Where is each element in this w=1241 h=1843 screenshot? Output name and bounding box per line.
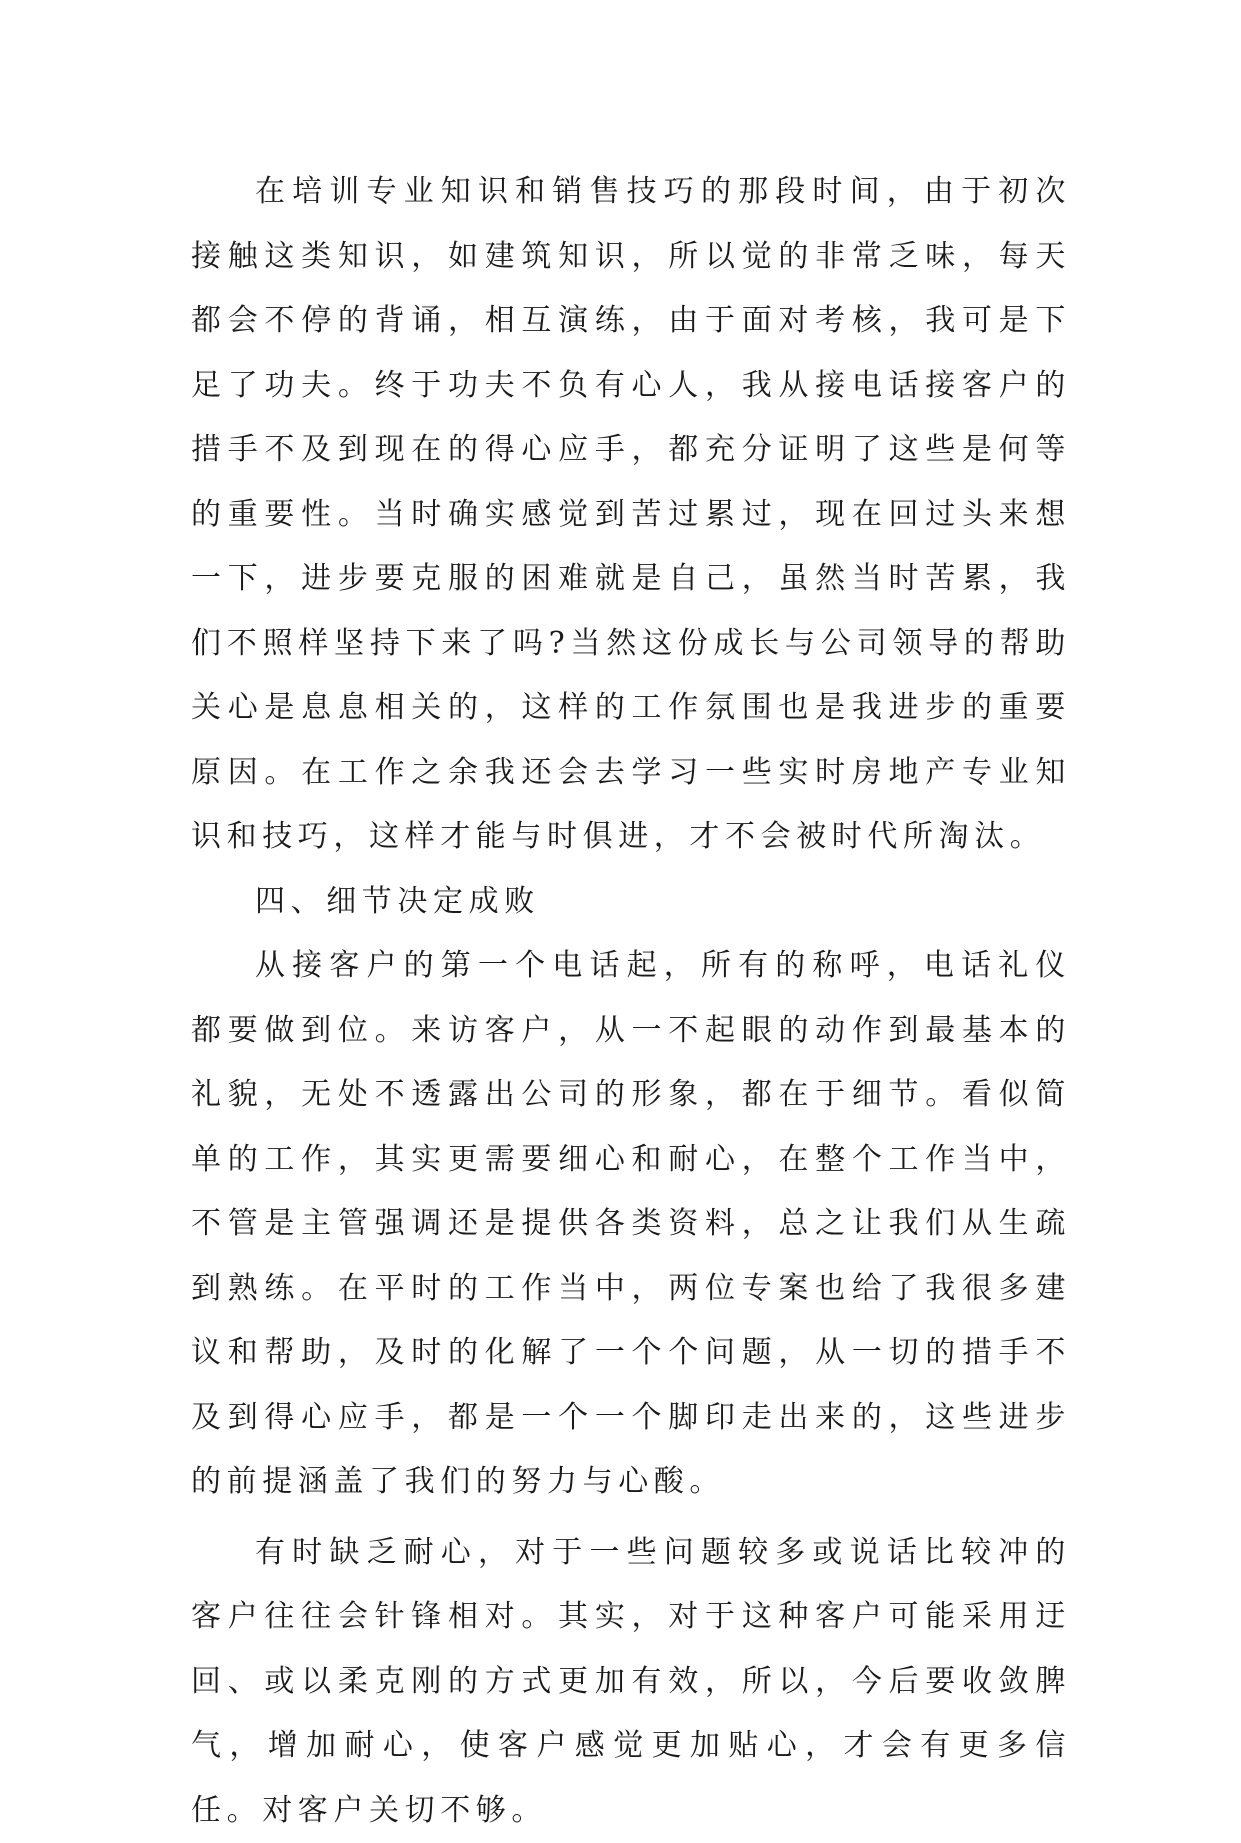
body-paragraph-patience: 有时缺乏耐心，对于一些问题较多或说话比较冲的客户往往会针锋相对。其实，对于这种客户可能采用迂回、或以柔克刚的方式更加有效，所以，今后要收敛脾气，增加耐心，使客户感觉更加贴心，才会有更多信任。对客户关切不够。	[191, 1521, 1071, 1843]
body-paragraph-details: 从接客户的第一个电话起，所有的称呼，电话礼仪都要做到位。来访客户，从一不起眼的动作到最基本的礼貌，无处不透露出公司的形象，都在于细节。看似简单的工作，其实更需要细心和耐心，在整个工作当中，不管是主管强调还是提供各类资料，总之让我们从生疏到熟练。在平时的工作当中，两位专案也给了我很多建议和帮助，及时的化解了一个个问题，从一切的措手不及到得心应手，都是一个一个脚印走出来的，这些进步的前提涵盖了我们的努力与心酸。	[191, 934, 1071, 1515]
section-heading-details: 四、细节决定成败	[191, 870, 1071, 935]
body-paragraph-training: 在培训专业知识和销售技巧的那段时间，由于初次接触这类知识，如建筑知识，所以觉的非常乏味，每天都会不停的背诵，相互演练，由于面对考核，我可是下足了功夫。终于功夫不负有心人，我从接电话接客户的措手不及到现在的得心应手，都充分证明了这些是何等的重要性。当时确实感觉到苦过累过，现在回过头来想一下，进步要克服的困难就是自己，虽然当时苦累，我们不照样坚持下来了吗?当然这份成长与公司领导的帮助关心是息息相关的，这样的工作氛围也是我进步的重要原因。在工作之余我还会去学习一些实时房地产专业知识和技巧，这样才能与时俱进，才不会被时代所淘汰。	[191, 160, 1071, 870]
document-page	[191, 160, 1071, 1843]
